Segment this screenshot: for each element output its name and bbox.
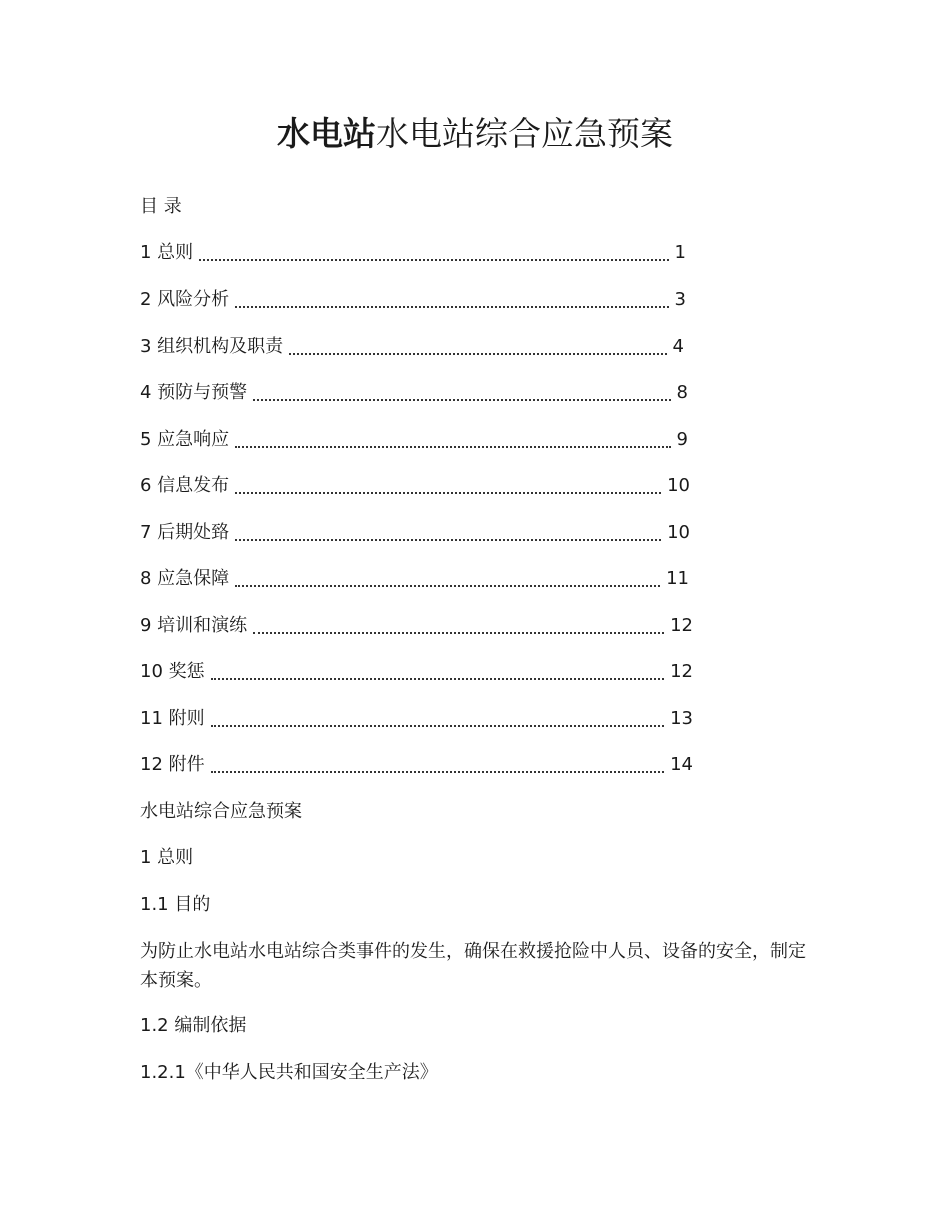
toc-entry-page: 14 — [670, 754, 693, 775]
document-title — [0, 112, 950, 156]
toc-entry-page: 10 — [667, 522, 690, 543]
toc-heading: 目 录 — [140, 196, 182, 217]
toc-leader-dots — [211, 678, 664, 680]
toc-entry-page: 13 — [670, 708, 693, 729]
toc-entry[interactable] — [140, 287, 686, 313]
toc-leader-dots — [235, 585, 660, 587]
purpose-paragraph: 为防止水电站水电站综合类事件的发生，确保在救援抢险中人员、设备的安全，制定本预案。 — [140, 941, 806, 991]
toc-entry-label: 2 风险分析 — [140, 289, 230, 310]
toc-leader-dots — [253, 632, 664, 634]
toc-entry[interactable] — [140, 613, 693, 639]
toc-entry-page: 12 — [670, 661, 693, 682]
toc-entry[interactable] — [140, 334, 684, 360]
section-heading-1-1: 1.1 目的 — [140, 894, 211, 915]
toc-entry[interactable] — [140, 752, 693, 778]
toc-entry-page: 4 — [672, 336, 684, 357]
section-heading-1: 1 总则 — [140, 847, 194, 868]
toc-entry-page: 8 — [676, 382, 688, 403]
toc-leader-dots — [289, 353, 666, 355]
toc-entry[interactable] — [140, 566, 689, 592]
toc-entry[interactable] — [140, 659, 693, 685]
toc-entry-label: 6 信息发布 — [140, 475, 230, 496]
toc-entry-label: 12 附件 — [140, 754, 205, 775]
toc-entry-label: 1 总则 — [140, 242, 194, 263]
body-title: 水电站综合应急预案 — [140, 801, 302, 822]
toc-entry-page: 9 — [676, 429, 688, 450]
toc-entry[interactable] — [140, 706, 693, 732]
toc-entry-label: 11 附则 — [140, 708, 205, 729]
toc-entry-page: 10 — [667, 475, 690, 496]
toc-entry[interactable] — [140, 427, 688, 453]
toc-leader-dots — [211, 725, 664, 727]
section-heading-1-2-1: 1.2.1《中华人民共和国安全生产法》 — [140, 1062, 438, 1083]
toc-entry-page: 11 — [666, 568, 689, 589]
title-rest-part: 水电站综合应急预案 — [376, 114, 673, 153]
toc-entry-page: 3 — [674, 289, 686, 310]
toc-entry-page: 12 — [670, 615, 693, 636]
toc-leader-dots — [199, 259, 668, 261]
section-heading-1-2: 1.2 编制依据 — [140, 1015, 247, 1036]
toc-entry[interactable] — [140, 520, 690, 546]
toc-entry-label: 10 奖惩 — [140, 661, 205, 682]
toc-entry-label: 8 应急保障 — [140, 568, 230, 589]
toc-entry-label: 3 组织机构及职责 — [140, 336, 284, 357]
toc-leader-dots — [235, 492, 661, 494]
toc-entry-page: 1 — [674, 242, 686, 263]
toc-entry-label: 9 培训和演练 — [140, 615, 248, 636]
toc-entry-label: 7 后期处臵 — [140, 522, 230, 543]
toc-leader-dots — [235, 539, 661, 541]
toc-entry[interactable] — [140, 473, 690, 499]
toc-entry[interactable] — [140, 380, 688, 406]
toc-leader-dots — [211, 771, 664, 773]
toc-entry[interactable] — [140, 240, 686, 266]
toc-leader-dots — [253, 399, 670, 401]
toc-entry-label: 4 预防与预警 — [140, 382, 248, 403]
title-bold-part: 水电站 — [277, 114, 376, 153]
toc-leader-dots — [235, 446, 670, 448]
toc-entry-label: 5 应急响应 — [140, 429, 230, 450]
toc-leader-dots — [235, 306, 668, 308]
